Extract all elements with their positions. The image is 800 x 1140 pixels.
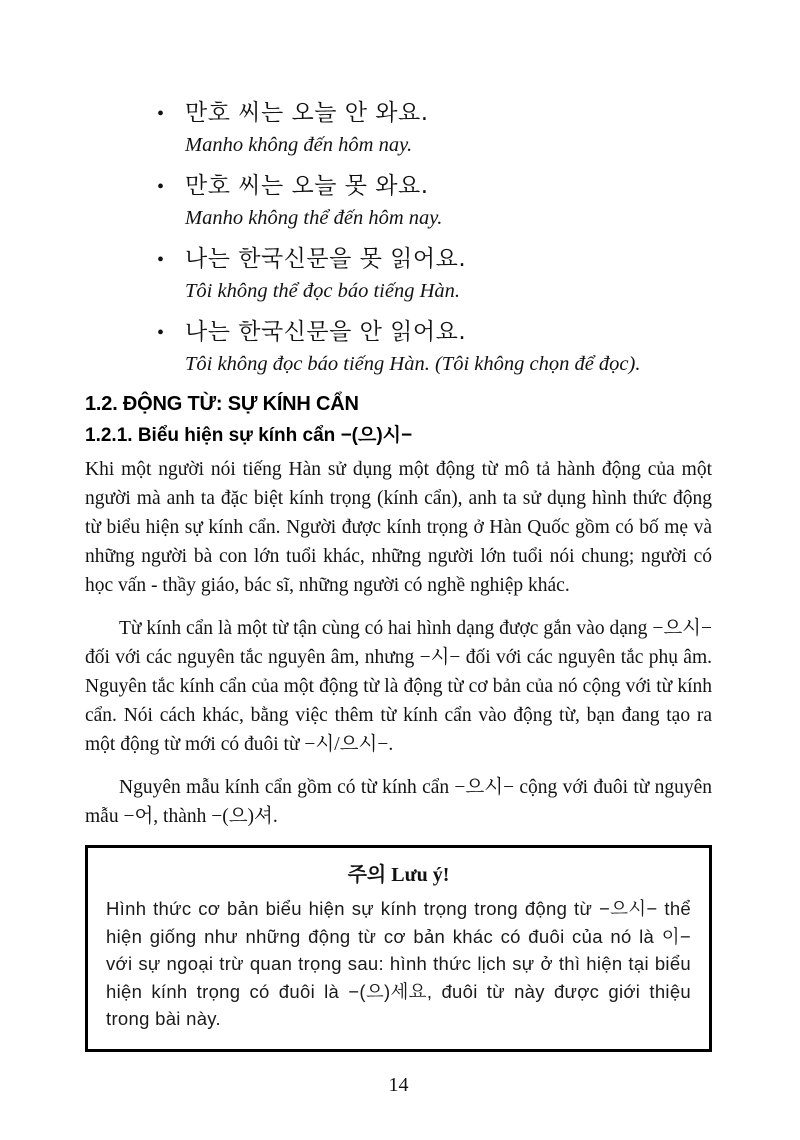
vietnamese-translation: Tôi không đọc báo tiếng Hàn. (Tôi không chọn để đọc). — [185, 353, 641, 375]
vietnamese-translation: Tôi không thể đọc báo tiếng Hàn. — [185, 280, 461, 302]
korean-sentence: 만호 씨는 오늘 못 와요. — [185, 173, 429, 199]
vietnamese-translation: Manho không thể đến hôm nay. — [185, 207, 443, 229]
korean-sentence: 나는 한국신문을 안 읽어요. — [185, 319, 467, 345]
note-body: Hình thức cơ bản biểu hiện sự kính trọng trong động từ −으시− thể hiện giống như những động từ cơ bản khác có đuôi của nó là 이− với sự ngoại trừ quan trọng sau: hình thức lịch sự ở thì hiện tại biểu hiện kính trọng có đuôi là −(으)세요, đuôi từ này được giới thiệu trong bài này. — [106, 898, 691, 1029]
page-number: 14 — [388, 1073, 409, 1096]
example-item — [157, 242, 712, 306]
paragraph: Khi một người nói tiếng Hàn sử dụng một động từ mô tả hành động của một người mà anh ta đặc biệt kính trọng (kính cẩn), anh ta sử dụng hình thức động từ biểu hiện sự kính cẩn. Người được kính trọng ở Hàn Quốc gồm có bố mẹ và những người bà con lớn tuổi khác, những người lớn tuổi nói chung; người có học vấn - thầy giáo, bác sĩ, những người có nghề nghiệp khác. — [85, 459, 712, 596]
bullet-icon: • — [157, 103, 165, 125]
note-title: 주의 Lưu ý! — [347, 864, 450, 886]
example-list — [157, 96, 712, 379]
korean-sentence: 나는 한국신문을 못 읽어요. — [185, 246, 467, 272]
example-korean-line — [157, 315, 712, 350]
example-item — [157, 169, 712, 233]
example-korean-line — [157, 169, 712, 204]
example-korean-line — [157, 96, 712, 131]
note-box — [85, 845, 712, 1052]
paragraph: Từ kính cẩn là một từ tận cùng có hai hình dạng được gắn vào dạng −으시− đối với các nguyên tắc nguyên âm, nhưng −시− đối với các nguyên tắc phụ âm. Nguyên tắc kính cẩn của một động từ là động từ cơ bản của nó cộng với từ kính cẩn. Nói cách khác, bằng việc thêm từ kính cẩn vào động từ, bạn đang tạo ra một động từ mới có đuôi từ −시/으시−. — [85, 618, 712, 755]
korean-sentence: 만호 씨는 오늘 안 와요. — [185, 100, 429, 126]
vietnamese-translation: Manho không đến hôm nay. — [185, 134, 413, 156]
paragraph: Nguyên mẫu kính cẩn gồm có từ kính cẩn −으시− cộng với đuôi từ nguyên mẫu −어, thành −(으)셔. — [85, 777, 712, 827]
bullet-icon: • — [157, 322, 165, 344]
section-subheading: 1.2.1. Biểu hiện sự kính cẩn −(으)시− — [85, 425, 413, 446]
section-heading: 1.2. ĐỘNG TỪ: SỰ KÍNH CẨN — [85, 393, 359, 415]
example-item — [157, 96, 712, 160]
example-korean-line — [157, 242, 712, 277]
bullet-icon: • — [157, 176, 165, 198]
example-item — [157, 315, 712, 379]
bullet-icon: • — [157, 249, 165, 271]
